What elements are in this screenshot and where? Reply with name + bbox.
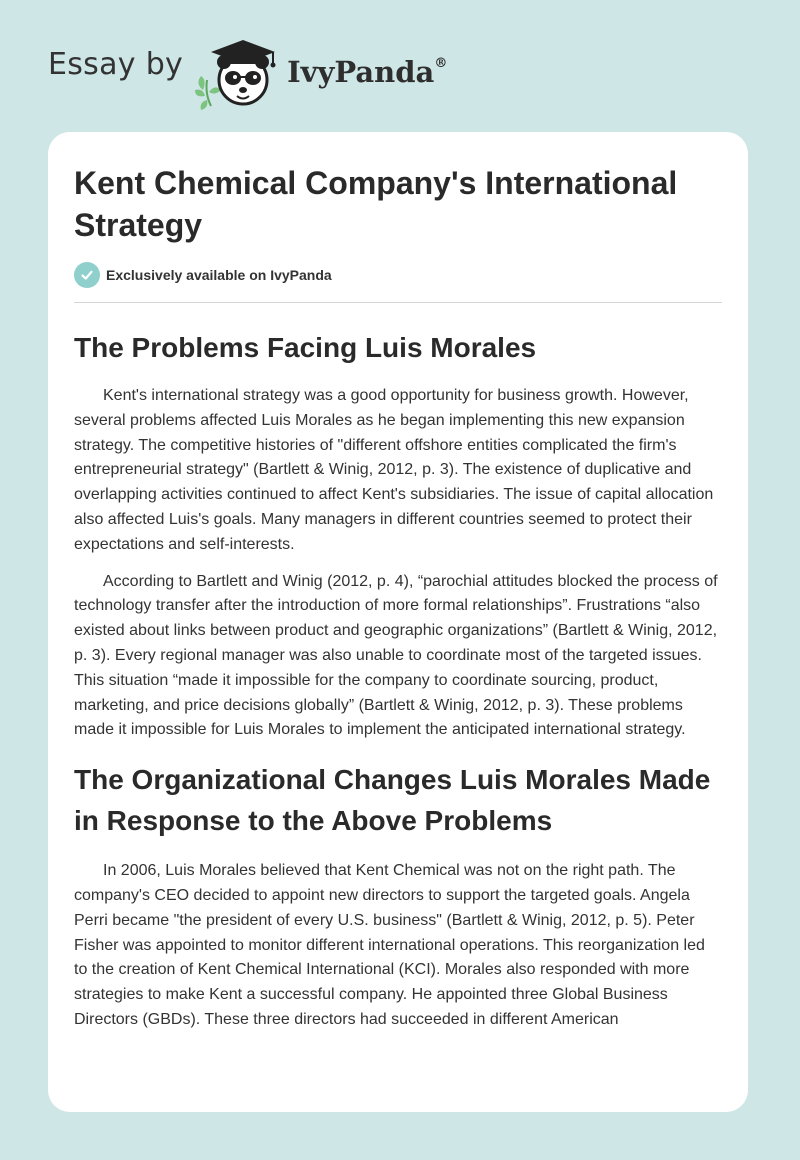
divider — [74, 302, 722, 303]
article-card — [48, 132, 748, 1112]
exclusive-badge-text: Exclusively available on IvyPanda — [106, 267, 332, 283]
brand-name[interactable] — [287, 55, 447, 89]
essay-by-label: Essay by — [48, 46, 184, 82]
article-title: Kent Chemical Company's International Strategy — [74, 165, 678, 243]
checkmark-icon — [74, 262, 100, 288]
section-heading: The Problems Facing Luis Morales — [74, 332, 537, 363]
site-header — [48, 30, 447, 110]
paragraph: According to Bartlett and Winig (2012, p. 4), “parochial attitudes blocked the process of technology transfer after the introduction of more formal relationships”. Frustrations “also existed about links between product and geographic organizations” (Bartlett & Winig, 2012, p. 3). Every regional manager was also unable to coordinate most of the targeted issues. This situation “made it impossible for the company to coordinate sourcing, product, marketing, and price decisions globally” (Bartlett & Winig, 2012, p. 3). These problems made it impossible for Luis Morales to implement the anticipated international strategy. — [74, 572, 718, 739]
paragraph: Kent's international strategy was a good opportunity for business growth. However, several problems affected Luis Morales as he began implementing this new expansion strategy. The competitive histories of "different offshore entities complicated the firm's entrepreneurial strategy" (Bartlett & Winig, 2012, p. 3). The existence of duplicative and overlapping activities continued to affect Kent's subsidiaries. The issue of capital allocation also affected Luis's goals. Many managers in different countries seemed to protect their expectations and self-interests. — [74, 387, 714, 553]
exclusive-badge — [74, 262, 722, 288]
section-heading: The Organizational Changes Luis Morales Made in Response to the Above Problems — [74, 764, 711, 837]
brand-text: IvyPanda — [287, 55, 435, 89]
paragraph: In 2006, Luis Morales believed that Kent Chemical was not on the right path. The company's CEO decided to appoint new directors to support the targeted goals. Angela Perri became "the president of every U.S. business" (Bartlett & Winig, 2012, p. 5). Peter Fisher was appointed to monitor different international operations. This reorganization led to the creation of Kent Chemical International (KCI). Morales also responded with more strategies to make Kent a successful company. He appointed three Global Business Directors (GBDs). These three directors had succeeded in different American — [74, 862, 705, 1028]
registered-mark: ® — [434, 56, 448, 72]
panda-logo-icon — [193, 30, 281, 110]
